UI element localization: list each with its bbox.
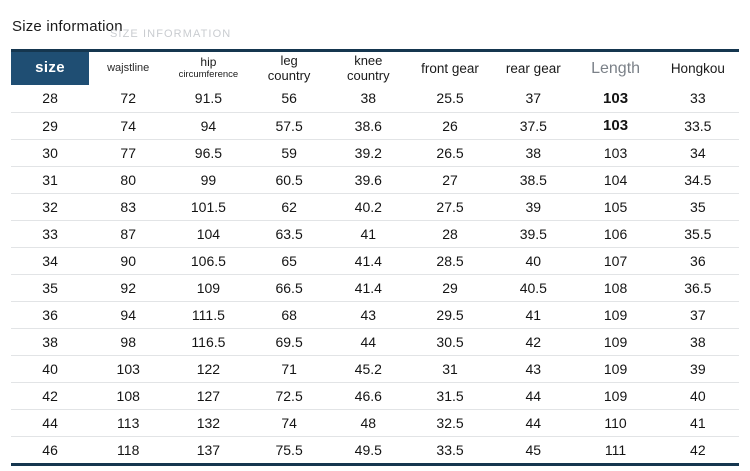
table-row (11, 85, 739, 112)
table-cell: 109 (574, 301, 656, 328)
table-cell: 71 (250, 355, 329, 382)
table-cell: 41.4 (329, 274, 408, 301)
cell-size: 35 (11, 274, 89, 301)
column-header-waistline: wajstline (107, 62, 150, 75)
column-header-knee-line1: knee (354, 52, 383, 68)
column-header-knee-country (329, 52, 408, 85)
table-cell: 105 (574, 193, 656, 220)
table-cell: 103 (89, 355, 167, 382)
table-cell: 38 (657, 328, 739, 355)
page-title: Size information (12, 18, 123, 35)
size-table (11, 52, 739, 463)
table-cell: 49.5 (354, 441, 382, 458)
table-cell: 132 (167, 409, 249, 436)
table-cell: 37 (492, 85, 574, 112)
cell-size: 38 (11, 328, 89, 355)
column-header-leg-line1: leg (280, 52, 298, 68)
column-header-hongkou: Hongkou (670, 60, 725, 76)
table-cell: 27 (408, 166, 492, 193)
table-row (11, 112, 739, 139)
table-cell: 113 (89, 409, 167, 436)
table-cell: 101.5 (167, 193, 249, 220)
table-cell: 90 (89, 247, 167, 274)
table-cell: 38.5 (492, 166, 574, 193)
table-cell: 42 (492, 328, 574, 355)
cell-size: 31 (11, 166, 89, 193)
cell-size: 46 (42, 441, 58, 458)
table-cell: 75.5 (275, 441, 303, 458)
table-cell: 28.5 (408, 247, 492, 274)
cell-size: 42 (11, 382, 89, 409)
cell-size: 28 (11, 85, 89, 112)
column-header-leg-line2: country (267, 67, 311, 83)
table-cell: 33 (657, 85, 739, 112)
table-header (11, 52, 739, 85)
table-cell: 66.5 (250, 274, 329, 301)
table-row (11, 220, 739, 247)
table-cell: 104 (574, 166, 656, 193)
table-cell: 26 (408, 112, 492, 139)
column-header-hip-line2: circumference (178, 68, 239, 80)
table-cell: 41 (329, 220, 408, 247)
table-row (11, 436, 739, 463)
column-header-hip-line1: hip (200, 55, 217, 70)
column-header-leg-country (250, 52, 329, 85)
table-cell: 59 (250, 139, 329, 166)
size-table-container (11, 49, 739, 466)
table-cell: 31.5 (408, 382, 492, 409)
cell-size: 30 (11, 139, 89, 166)
table-cell: 60.5 (250, 166, 329, 193)
table-cell: 98 (89, 328, 167, 355)
table-cell: 68 (250, 301, 329, 328)
watermark-text: SIZE INFORMATION (110, 28, 232, 40)
table-cell: 38 (329, 85, 408, 112)
table-cell: 72 (89, 85, 167, 112)
table-cell: 40.5 (492, 274, 574, 301)
table-cell: 57.5 (250, 112, 329, 139)
table-cell: 35.5 (657, 220, 739, 247)
table-row (11, 382, 739, 409)
table-cell: 87 (89, 220, 167, 247)
table-cell: 39 (657, 355, 739, 382)
table-cell: 33.5 (657, 112, 739, 139)
table-body (11, 85, 739, 463)
table-cell: 41.4 (329, 247, 408, 274)
cell-size: 29 (11, 112, 89, 139)
table-cell: 46.6 (329, 382, 408, 409)
table-cell: 99 (167, 166, 249, 193)
table-cell: 65 (250, 247, 329, 274)
table-cell: 96.5 (167, 139, 249, 166)
table-cell: 40 (657, 382, 739, 409)
table-cell: 91.5 (167, 85, 249, 112)
table-cell: 27.5 (408, 193, 492, 220)
table-cell: 92 (89, 274, 167, 301)
cell-size: 33 (11, 220, 89, 247)
table-row (11, 247, 739, 274)
column-header-knee-line2: country (346, 67, 390, 83)
table-cell: 83 (89, 193, 167, 220)
table-cell: 29 (408, 274, 492, 301)
table-cell: 94 (89, 301, 167, 328)
table-header-row (11, 52, 739, 85)
table-cell: 103 (574, 112, 656, 139)
table-cell: 45 (525, 441, 542, 458)
table-row (11, 193, 739, 220)
table-cell: 103 (574, 139, 656, 166)
table-cell: 137 (196, 441, 221, 458)
table-cell: 44 (329, 328, 408, 355)
table-cell: 74 (89, 112, 167, 139)
table-cell: 33.5 (436, 441, 464, 458)
table-cell: 39.2 (329, 139, 408, 166)
table-cell: 80 (89, 166, 167, 193)
table-cell: 30.5 (408, 328, 492, 355)
table-cell: 42 (690, 441, 706, 458)
table-cell: 36 (657, 247, 739, 274)
cell-size: 36 (11, 301, 89, 328)
table-cell: 35 (657, 193, 739, 220)
table-cell: 39.5 (492, 220, 574, 247)
table-cell: 37 (657, 301, 739, 328)
table-cell: 29.5 (408, 301, 492, 328)
table-cell: 106 (574, 220, 656, 247)
table-cell: 127 (167, 382, 249, 409)
column-header-hip-circumference (167, 52, 249, 85)
table-cell: 38 (492, 139, 574, 166)
table-cell: 104 (167, 220, 249, 247)
cell-size: 32 (11, 193, 89, 220)
cell-size: 44 (11, 409, 89, 436)
table-cell: 34 (657, 139, 739, 166)
table-cell: 36.5 (657, 274, 739, 301)
table-cell: 110 (574, 409, 656, 436)
table-cell: 45.2 (329, 355, 408, 382)
column-header-rear-gear: rear gear (505, 60, 561, 76)
table-cell: 31 (408, 355, 492, 382)
table-cell: 106.5 (167, 247, 249, 274)
table-cell: 32.5 (408, 409, 492, 436)
table-cell: 39.6 (329, 166, 408, 193)
table-cell: 25.5 (408, 85, 492, 112)
table-row (11, 166, 739, 193)
table-cell: 108 (89, 382, 167, 409)
table-cell: 109 (574, 355, 656, 382)
table-row (11, 274, 739, 301)
table-row (11, 328, 739, 355)
table-cell: 39 (492, 193, 574, 220)
table-cell: 111 (604, 441, 627, 458)
table-cell: 111.5 (167, 301, 249, 328)
table-row (11, 139, 739, 166)
table-cell: 38.6 (329, 112, 408, 139)
table-row (11, 409, 739, 436)
table-cell: 118 (117, 441, 140, 458)
cell-size: 40 (11, 355, 89, 382)
table-cell: 44 (492, 409, 574, 436)
table-cell: 107 (574, 247, 656, 274)
table-row (11, 355, 739, 382)
table-cell: 44 (492, 382, 574, 409)
table-cell: 28 (408, 220, 492, 247)
table-cell: 122 (167, 355, 249, 382)
column-header-length: Length (591, 59, 641, 77)
table-cell: 116.5 (167, 328, 249, 355)
table-cell: 41 (492, 301, 574, 328)
table-cell: 34.5 (657, 166, 739, 193)
cell-size: 34 (11, 247, 89, 274)
table-cell: 109 (574, 328, 656, 355)
table-cell: 37.5 (492, 112, 574, 139)
table-cell: 109 (574, 382, 656, 409)
table-cell: 108 (574, 274, 656, 301)
table-cell: 103 (574, 85, 656, 112)
column-header-front-gear: front gear (421, 60, 479, 76)
table-cell: 26.5 (408, 139, 492, 166)
table-cell: 43 (329, 301, 408, 328)
table-cell: 94 (167, 112, 249, 139)
table-cell: 40 (492, 247, 574, 274)
table-row (11, 301, 739, 328)
table-cell: 43 (492, 355, 574, 382)
table-cell: 48 (329, 409, 408, 436)
table-cell: 72.5 (250, 382, 329, 409)
table-cell: 74 (250, 409, 329, 436)
table-cell: 40.2 (329, 193, 408, 220)
table-cell: 69.5 (250, 328, 329, 355)
table-cell: 56 (250, 85, 329, 112)
column-header-size: size (11, 52, 89, 85)
table-cell: 109 (167, 274, 249, 301)
table-cell: 77 (89, 139, 167, 166)
table-cell: 62 (250, 193, 329, 220)
table-cell: 41 (657, 409, 739, 436)
table-cell: 63.5 (250, 220, 329, 247)
